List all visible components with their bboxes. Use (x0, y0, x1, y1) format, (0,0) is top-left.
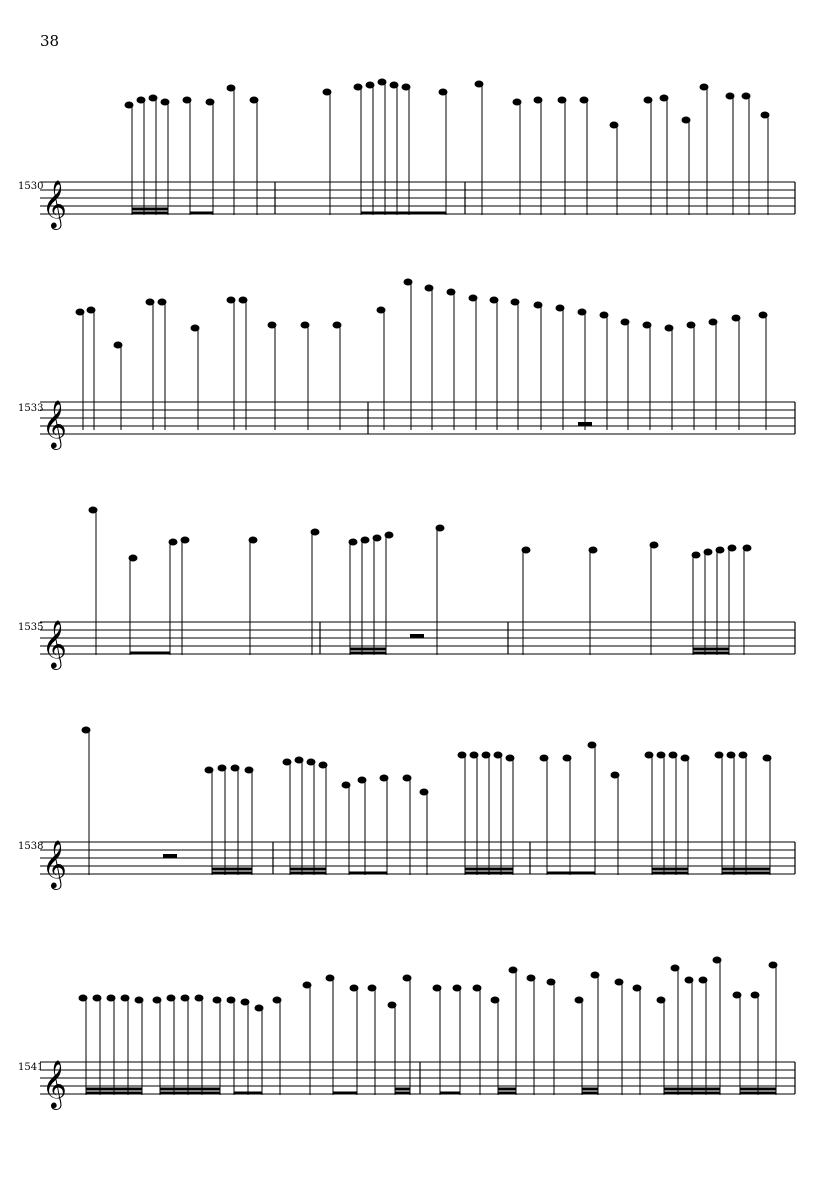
beams (130, 649, 729, 653)
notes (79, 957, 777, 1095)
staff-system-5 (0, 940, 835, 1130)
beams (212, 869, 770, 873)
treble-clef-icon: 𝄞 (42, 399, 67, 448)
rest (410, 634, 424, 638)
measure-number-1538: 1538 (18, 841, 44, 852)
notes (89, 507, 751, 655)
staff-system-4 (0, 720, 835, 910)
page-number: 38 (40, 32, 60, 50)
measure-number-1541: 1541 (18, 1062, 44, 1073)
notes (76, 279, 767, 430)
staff-system-3 (0, 500, 835, 690)
treble-clef-icon: 𝄞 (42, 619, 67, 668)
treble-clef-icon: 𝄞 (42, 179, 67, 228)
measure-number-1530: 1530 (18, 181, 44, 192)
beams (86, 1089, 776, 1093)
measure-number-1533: 1533 (18, 403, 44, 414)
beams (132, 209, 446, 213)
notes (82, 727, 771, 875)
staff-system-2 (0, 280, 835, 470)
measure-number-1535: 1535 (18, 622, 44, 633)
staff-system-1 (0, 60, 835, 250)
treble-clef-icon: 𝄞 (42, 839, 67, 888)
rest (578, 422, 592, 426)
rest (163, 854, 177, 858)
treble-clef-icon: 𝄞 (42, 1059, 67, 1108)
notes (125, 79, 769, 215)
